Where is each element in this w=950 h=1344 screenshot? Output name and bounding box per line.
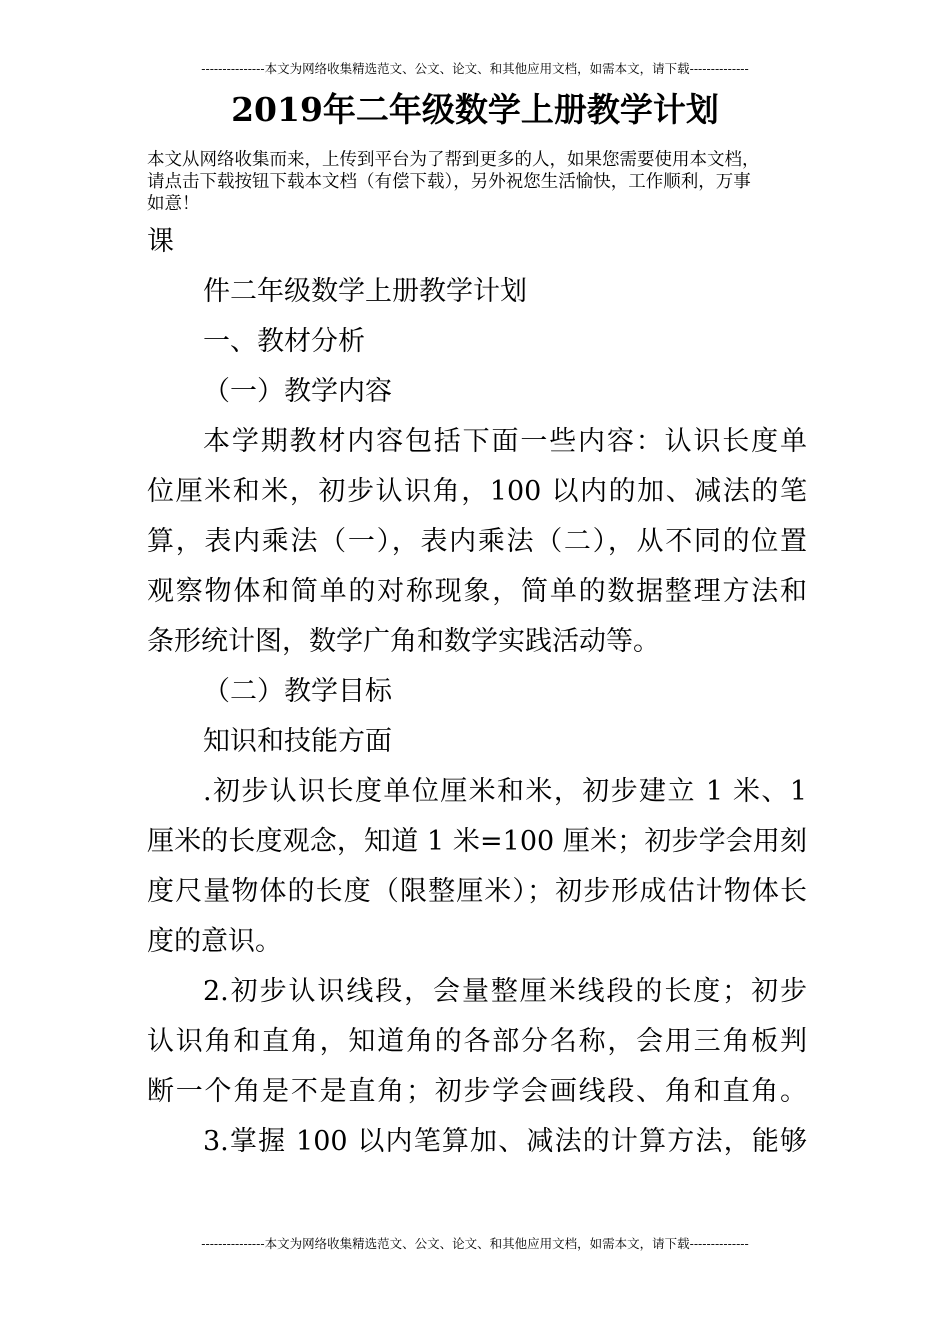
intro-paragraph: [147, 149, 813, 215]
body-line: 厘米的长度观念，知道 1 米=100 厘米；初步学会用刻: [147, 826, 807, 857]
document-title: 2019年二年级数学上册教学计划: [231, 90, 719, 129]
body-line: 本学期教材内容包括下面一些内容：认识长度单: [203, 426, 807, 457]
body-line: 认识角和直角，知道角的各部分名称，会用三角板判: [147, 1026, 807, 1057]
subsection-heading: （一）教学内容: [203, 376, 392, 407]
body-line: 断一个角是不是直角；初步学会画线段、角和直角。: [147, 1076, 807, 1107]
body-line: 3.掌握 100 以内笔算加、减法的计算方法，能够: [203, 1126, 807, 1157]
intro-line: 本文从网络收集而来，上传到平台为了帮到更多的人，如果您需要使用本文档，: [147, 150, 760, 170]
body-line: 度的意识。: [147, 926, 282, 957]
subsection-heading: （二）教学目标: [203, 676, 392, 707]
intro-line: 如意！: [147, 194, 200, 214]
section-heading: 一、教材分析: [203, 326, 365, 357]
document-body: [147, 217, 807, 1167]
body-line: .初步认识长度单位厘米和米，初步建立 1 米、1: [203, 776, 807, 807]
body-line: 观察物体和简单的对称现象，简单的数据整理方法和: [147, 576, 807, 607]
body-line: 位厘米和米，初步认识角，100 以内的加、减法的笔: [147, 476, 807, 507]
body-heading: 件二年级数学上册教学计划: [203, 276, 527, 307]
body-line: 度尺量物体的长度（限整厘米）；初步形成估计物体长: [147, 876, 807, 907]
intro-line: 请点击下载按钮下载本文档（有偿下载），另外祝您生活愉快，工作顺利，万事: [147, 172, 751, 192]
header-banner: ---------------本文为网络收集精选范文、公文、论文、和其他应用文档，如需本文，请下载--------------: [201, 61, 749, 76]
body-line: 知识和技能方面: [203, 726, 392, 757]
body-line: 条形统计图，数学广角和数学实践活动等。: [147, 626, 660, 657]
body-line: 算，表内乘法（一），表内乘法（二），从不同的位置: [147, 526, 807, 557]
body-line: 课: [147, 226, 174, 257]
footer-banner: ---------------本文为网络收集精选范文、公文、论文、和其他应用文档，如需本文，请下载--------------: [201, 1236, 749, 1251]
body-line: 2.初步认识线段，会量整厘米线段的长度；初步: [203, 976, 807, 1007]
